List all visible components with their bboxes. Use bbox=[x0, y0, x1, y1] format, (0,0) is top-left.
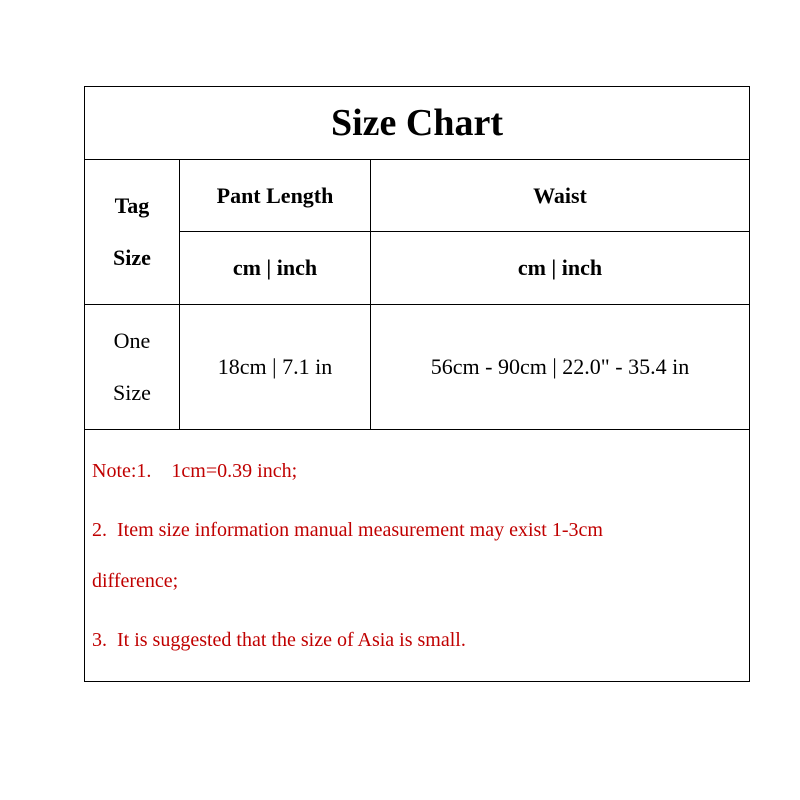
tag-size-value bbox=[85, 305, 179, 429]
tag-size-header-line2: Size bbox=[113, 245, 151, 270]
note-line-4: 3. It is suggested that the size of Asia is small. bbox=[92, 629, 466, 651]
tag-size-header bbox=[85, 160, 179, 304]
note-line-3: difference; bbox=[92, 570, 179, 592]
waist-unit: cm | inch bbox=[517, 255, 603, 280]
pant-length-unit: cm | inch bbox=[232, 255, 318, 280]
pant-length-header: Pant Length bbox=[216, 182, 334, 208]
tag-size-value-line2: Size bbox=[113, 380, 151, 405]
tag-size-value-line1: One bbox=[113, 328, 151, 353]
divider bbox=[85, 429, 749, 430]
pant-length-value: 18cm | 7.1 in bbox=[217, 354, 333, 379]
waist-value: 56cm - 90cm | 22.0" - 35.4 in bbox=[430, 354, 690, 379]
tag-size-header-line1: Tag bbox=[114, 193, 150, 218]
waist-header: Waist bbox=[533, 182, 587, 208]
note-line-2: 2. Item size information manual measurement may exist 1-3cm bbox=[92, 519, 603, 541]
note-line-1: Note:1. 1cm=0.39 inch; bbox=[92, 460, 298, 482]
chart-title: Size Chart bbox=[85, 87, 749, 160]
size-chart bbox=[84, 86, 750, 682]
